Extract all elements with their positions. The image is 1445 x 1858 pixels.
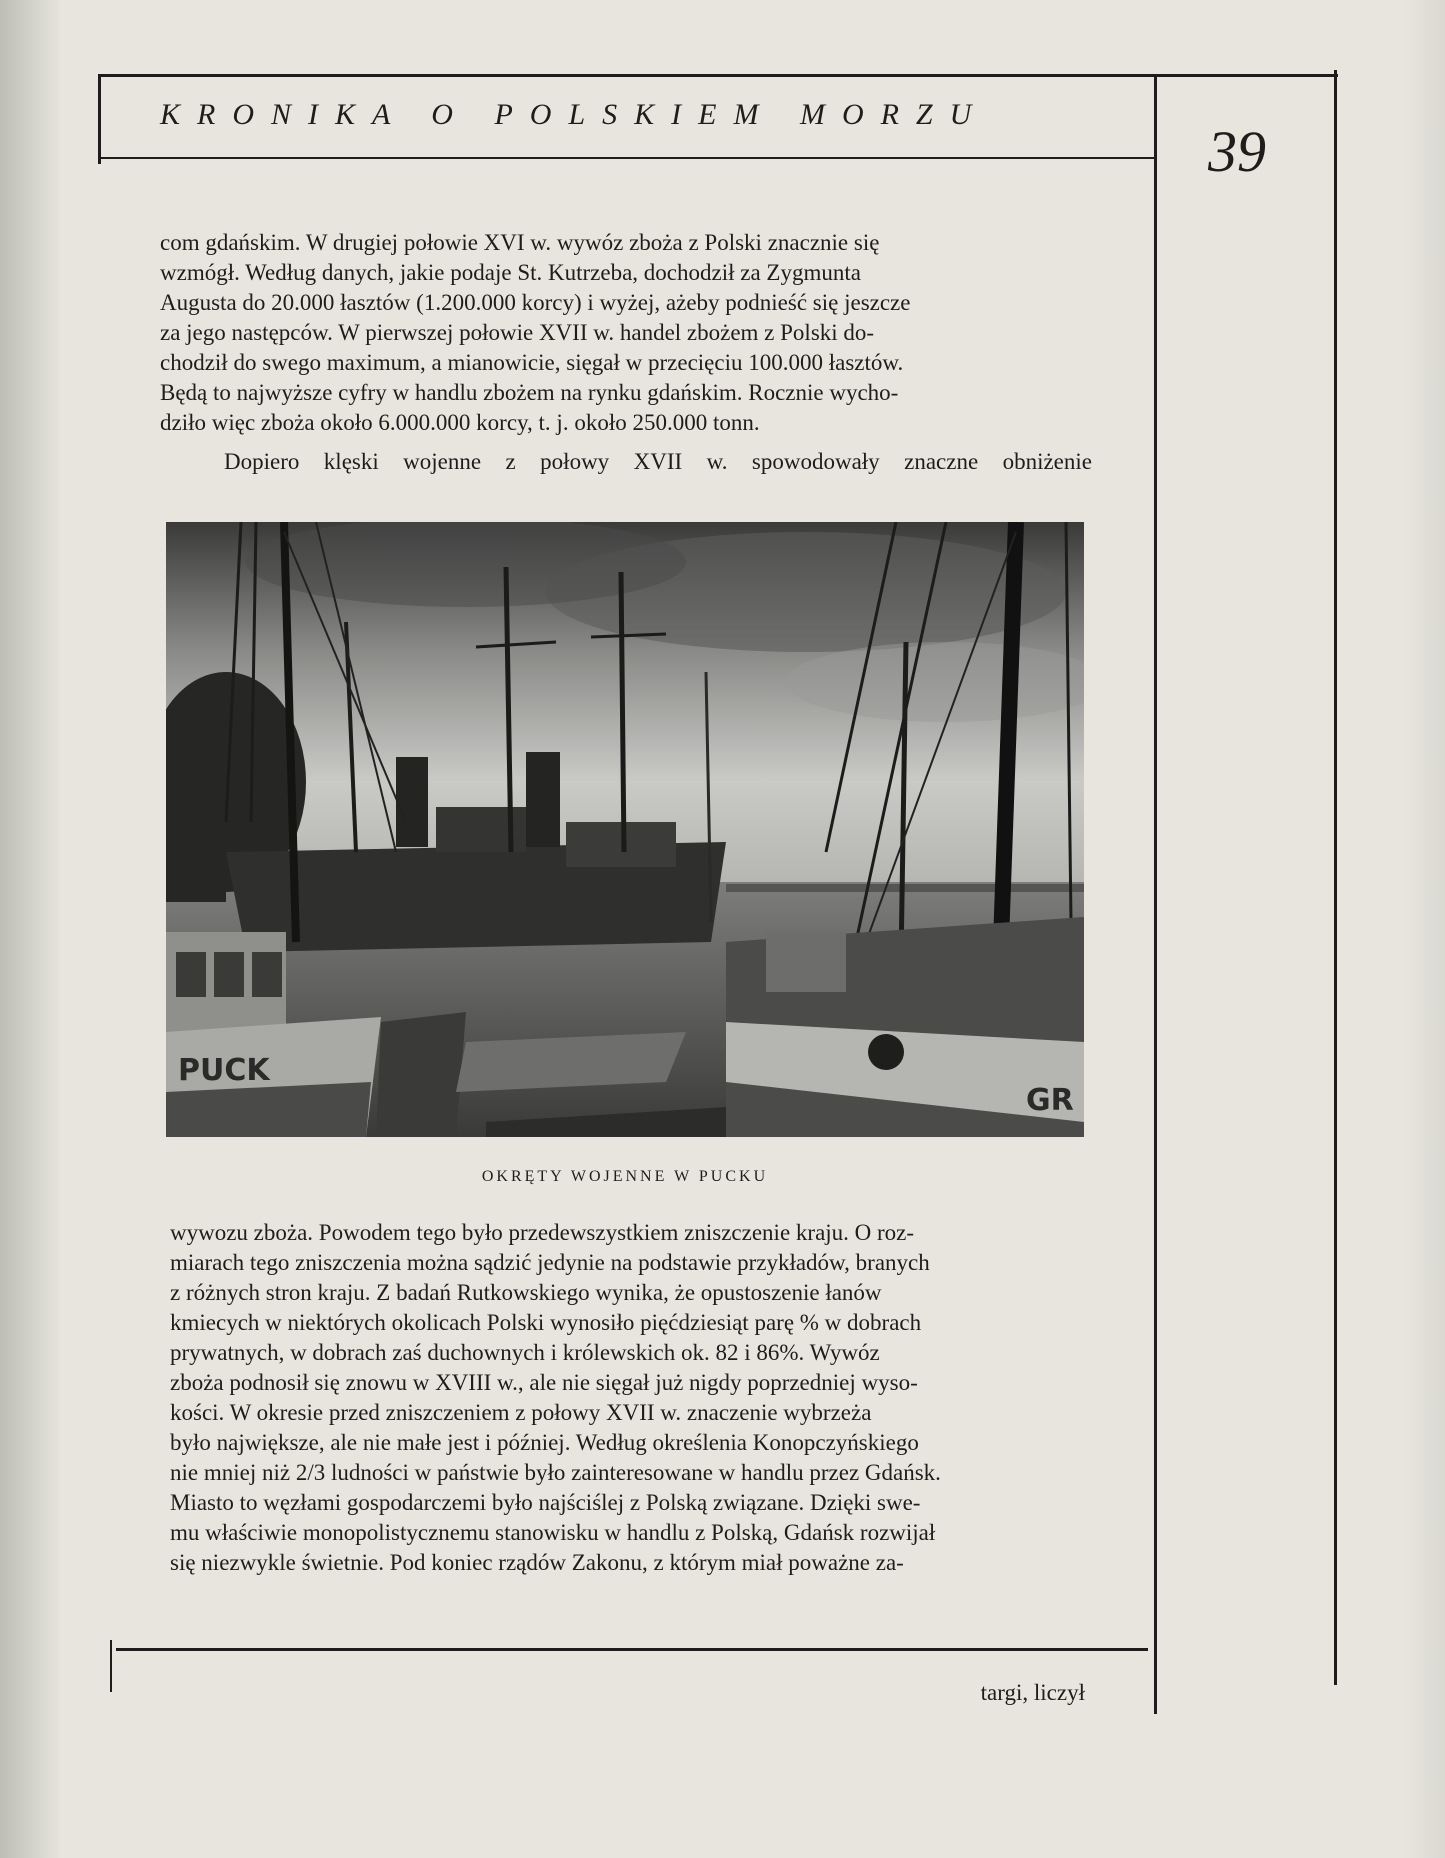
frame-column-rule bbox=[1154, 74, 1157, 1714]
frame-left-rule bbox=[98, 74, 101, 164]
paragraph-2-continuation: wywozu zboża. Powodem tego było przedewszystkiem zniszczenie kraju. O roz- miarach tego zniszczenia można sądzić jedynie na podstawie przykładów, branych z różnych stron kraju. Z badań Rutkowskiego wynika, że opustoszenie łanów kmiecych w niektórych okolicach Polski wynosiło pięćdziesiąt parę % w dobrach prywatnych, w dobrach zaś duchownych i królewskich ok. 82 i 86%. Wywóz zboża podnosił się znowu w XVIII w., ale nie sięgał już nigdy poprzedniej wyso- kości. W okresie przed zniszczeniem z połowy XVII w. znaczenie wybrzeża było największe, ale nie małe jest i później. Według określenia Konopczyńskiego nie mniej niż 2/3 ludności w państwie było zainteresowane w handlu przez Gdańsk. Miasto to węzłami gospodarczemi było najściślej z Polską związane. Dzięki swe- mu właściwie monopolistycznemu stanowisku w handlu z Polską, Gdańsk rozwijał się niezwykle świetnie. Pod koniec rządów Zakonu, z którym miał poważne za- bbox=[170, 1220, 941, 1575]
paragraph-1: com gdańskim. W drugiej połowie XVI w. wywóz zboża z Polski znacznie się wzmógł. Według danych, jakie podaje St. Kutrzeba, dochodził za Zygmunta Augusta do 20.000 łasztów (1.200.000 korcy) i wyżej, ażeby podnieść się jeszcze za jego następców. W pierwszej połowie XVII w. handel zbożem z Polski do- chodził do swego maximum, a mianowicie, sięgał w przecięciu 100.000 łasztów. Będą to najwyższe cyfry w handlu zbożem na rynku gdańskim. Rocznie wycho- dziło więc zboża około 6.000.000 korcy, t. j. około 250.000 tonn. bbox=[160, 230, 911, 435]
frame-header-rule bbox=[100, 157, 1155, 159]
book-gutter-shadow bbox=[0, 0, 60, 1858]
harbour-photograph bbox=[166, 522, 1084, 1137]
page-number: 39 bbox=[1208, 119, 1266, 184]
frame-right-rule bbox=[1334, 70, 1337, 1685]
figure-caption: OKRĘTY WOJENNE W PUCKU bbox=[481, 1168, 769, 1185]
frame-left-lower-rule bbox=[110, 1640, 112, 1692]
boat-name-puck: PUCK bbox=[178, 1053, 270, 1088]
running-title: KRONIKA O POLSKIEM MORZU bbox=[160, 98, 989, 131]
frame-top-rule bbox=[98, 74, 1338, 77]
page-edge-shadow bbox=[1405, 0, 1445, 1858]
boat-name-gr: GR bbox=[1026, 1083, 1074, 1118]
catchword: targi, liczył bbox=[980, 1680, 1085, 1705]
photo-illustration bbox=[166, 522, 1084, 1137]
frame-bottom-rule bbox=[116, 1648, 1148, 1651]
paragraph-2-start: Dopiero klęski wojenne z połowy XVII w. spowodowały znaczne obniżenie bbox=[224, 449, 1092, 474]
